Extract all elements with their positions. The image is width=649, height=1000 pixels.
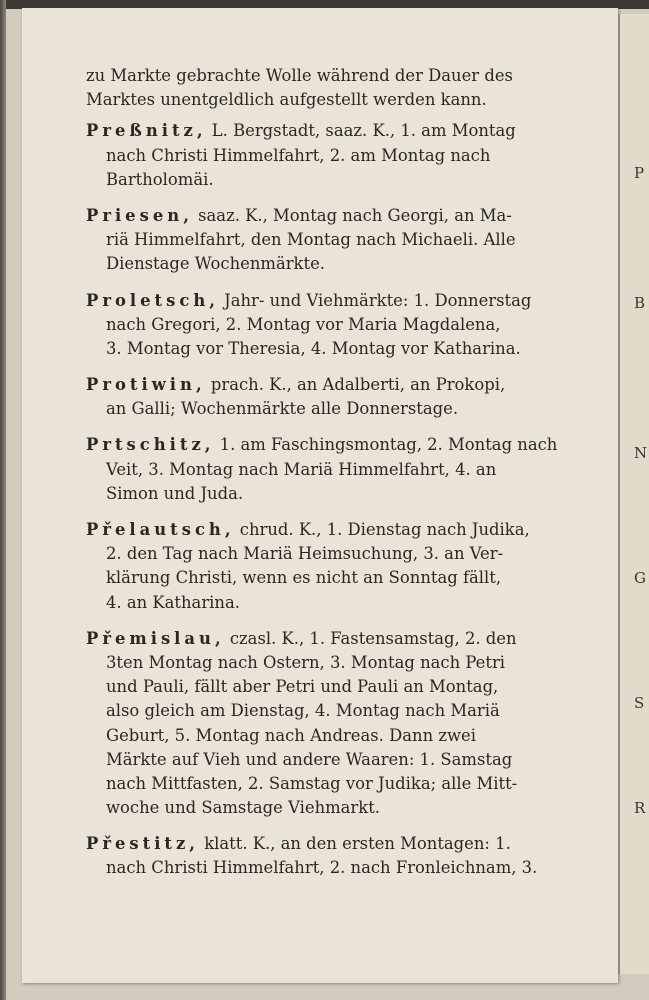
- text-line: nach Christi Himmelfahrt, 2. am Montag nach: [106, 145, 491, 165]
- entry-priesen: [86, 204, 596, 277]
- place-name: Priesen,: [86, 205, 193, 225]
- margin-letter: R: [634, 799, 646, 817]
- place-name: Proletsch,: [86, 290, 219, 310]
- adjacent-page-edge: [618, 14, 649, 974]
- place-name: Přemislau,: [86, 628, 225, 648]
- text-line: [86, 373, 596, 397]
- text-line: also gleich am Dienstag, 4. Montag nach Mariä: [106, 701, 500, 721]
- scan-left-edge: [0, 0, 6, 1000]
- entry-text: klatt. K., an den ersten Montagen: 1.: [199, 834, 511, 854]
- text-line: 3ten Montag nach Ostern, 3. Montag nach Petri: [106, 652, 506, 672]
- text-line: an Galli; Wochenmärkte alle Donnerstage.: [106, 399, 459, 419]
- text-line: riä Himmelfahrt, den Montag nach Michaeli. Alle: [106, 230, 516, 250]
- margin-letter: G: [634, 569, 646, 587]
- text-line: zu Markte gebrachte Wolle während der Dauer des: [86, 66, 513, 85]
- entry-text: saaz. K., Montag nach Georgi, an Ma-: [192, 205, 512, 225]
- text-line: [86, 518, 596, 542]
- margin-letter: S: [634, 694, 645, 712]
- entry-premislau: [86, 627, 596, 821]
- text-line: [86, 204, 596, 228]
- text-line: woche und Samstage Viehmarkt.: [106, 798, 380, 818]
- entry-protiwin: [86, 373, 596, 421]
- entry-prelautsch: [86, 518, 596, 615]
- entry-text: prach. K., an Adalberti, an Prokopi,: [205, 375, 506, 395]
- place-name: Přestitz,: [86, 834, 199, 854]
- entry-prtschitz: [86, 433, 596, 506]
- text-line: nach Mittfasten, 2. Samstag vor Judika; alle Mitt-: [106, 773, 518, 793]
- place-name: Preßnitz,: [86, 121, 207, 141]
- page-text: [86, 64, 596, 893]
- text-line: 2. den Tag nach Mariä Heimsuchung, 3. an Ver-: [106, 544, 504, 564]
- text-line: Bartholomäi.: [106, 169, 214, 189]
- margin-letter: B: [634, 294, 646, 312]
- text-line: und Pauli, fällt aber Petri und Pauli an Montag,: [106, 677, 499, 697]
- text-line: 4. an Katharina.: [106, 592, 240, 612]
- text-line: 3. Montag vor Theresia, 4. Montag vor Katharina.: [106, 338, 521, 358]
- text-line: Simon und Juda.: [106, 483, 244, 503]
- text-line: Dienstage Wochenmärkte.: [106, 254, 325, 274]
- margin-letter: N: [634, 444, 648, 462]
- text-line: [86, 289, 596, 313]
- text-line: Veit, 3. Montag nach Mariä Himmelfahrt, 4. an: [106, 459, 497, 479]
- text-line: [86, 119, 596, 143]
- place-name: Přelautsch,: [86, 520, 235, 539]
- text-line: [86, 627, 596, 651]
- text-line: Marktes unentgeldlich aufgestellt werden kann.: [86, 90, 487, 110]
- entry-proletsch: [86, 289, 596, 362]
- entry-prestitz: [86, 832, 596, 880]
- entry-text: czasl. K., 1. Fastensamstag, 2. den: [224, 628, 517, 648]
- text-line: [86, 433, 596, 457]
- text-line: Geburt, 5. Montag nach Andreas. Dann zwei: [106, 725, 476, 745]
- entry-continuation: [86, 64, 596, 112]
- entry-text: L. Bergstadt, saaz. K., 1. am Montag: [206, 121, 516, 141]
- entry-text: Jahr- und Viehmärkte: 1. Donnerstag: [218, 290, 532, 310]
- text-line: [86, 832, 596, 856]
- place-name: Protiwin,: [86, 375, 206, 395]
- place-name: Prtschitz,: [86, 435, 215, 455]
- entry-text: 1. am Faschingsmontag, 2. Montag nach: [214, 435, 558, 455]
- text-line: klärung Christi, wenn es nicht an Sonntag fällt,: [106, 568, 502, 588]
- entry-pressnitz: [86, 119, 596, 192]
- text-line: Märkte auf Vieh und andere Waaren: 1. Samstag: [106, 749, 513, 769]
- text-line: nach Christi Himmelfahrt, 2. nach Fronleichnam, 3.: [106, 858, 538, 878]
- entry-text: chrud. K., 1. Dienstag nach Judika,: [234, 520, 530, 539]
- text-line: nach Gregori, 2. Montag vor Maria Magdalena,: [106, 314, 501, 334]
- margin-letter: P: [634, 164, 645, 182]
